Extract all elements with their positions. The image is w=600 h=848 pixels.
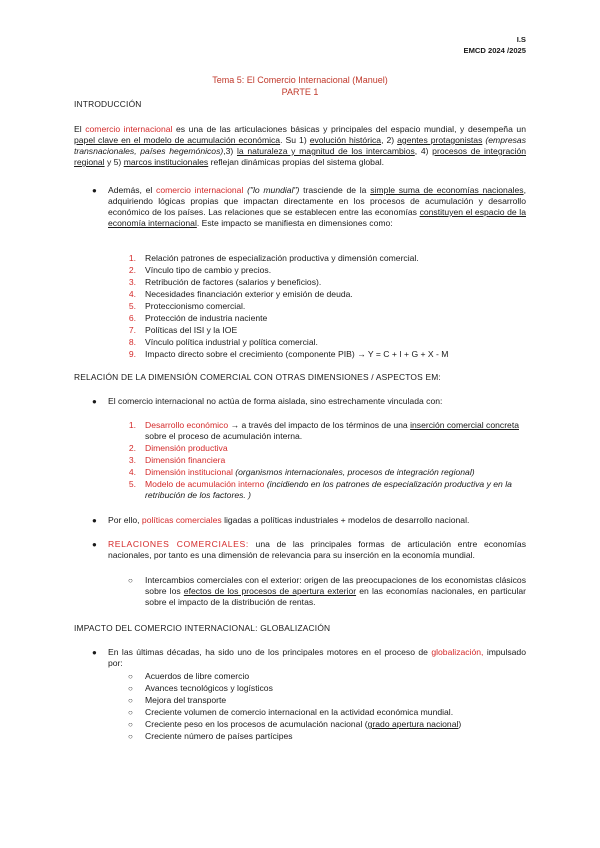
bullet-icon: ● [92,540,97,549]
list-item: Mejora del transporte [145,695,227,705]
list-item: Creciente número de países partícipes [145,731,293,741]
bullet-relaciones-comerciales: RELACIONES COMERCIALES: una de las principales formas de articulación entre economías nacionales, por tanto es una dimensión de relevancia para su inserción en la economía mundial. [108,539,526,560]
list-number: 7. [128,325,136,335]
list-item: Relación patrones de especialización productiva y dimensión comercial. [145,253,419,263]
list-number: 3. [128,277,136,287]
bullet-icon: ● [92,397,97,406]
bullet-icon: ● [92,186,97,195]
list-item: Creciente volumen de comercio internacional en la actividad económica mundial. [145,707,454,717]
section-heading-impacto: IMPACTO DEL COMERCIO INTERNACIONAL: GLOBALIZACIÓN [74,623,331,633]
circle-bullet-icon: ○ [128,576,133,585]
section-heading-introduccion: INTRODUCCIÓN [74,99,142,109]
list-item: Protección de industria naciente [145,313,268,323]
list-number: 9. [128,349,136,359]
circle-bullet-icon: ○ [128,720,133,729]
list-item: Proteccionismo comercial. [145,301,246,311]
circle-bullet-icon: ○ [128,672,133,681]
bullet-globalizacion: En las últimas décadas, ha sido uno de los principales motores en el proceso de globalización, impulsado por: [108,647,526,668]
list-number: 3. [128,455,136,465]
bullet-comercio-internacional: Además, el comercio internacional ("lo mundial") trasciende de la simple suma de economías nacionales, adquiriendo lógicas propias que impactan directamente en los procesos de acumulación y desarrollo económico de los países. Las relaciones que se establecen entre las economías constituyen el espacio de la economía internacional. Este impacto se manifiesta en dimensiones como: [108,185,526,228]
list-number: 1. [128,420,136,430]
list-item: Vínculo tipo de cambio y precios. [145,265,272,275]
list-item: Creciente peso en los procesos de acumulación nacional (grado apertura nacional) [145,719,462,729]
list-item: Impacto directo sobre el crecimiento (componente PIB) → Y = C + I + G + X - M [145,349,449,359]
list-item-productiva: Dimensión productiva [145,443,228,453]
list-number: 8. [128,337,136,347]
list-item-institucional: Dimensión institucional (organismos internacionales, procesos de integración regional) [145,467,475,477]
list-number: 5. [128,301,136,311]
list-number: 5. [128,479,136,489]
header-initials: I.S [516,35,526,44]
sub-bullet-intercambios: Intercambios comerciales con el exterior: origen de las preocupaciones de los economistas clásicos sobre los efectos de los procesos de apertura exterior en las economías nacionales, en particular sobre el impacto de la distribución de rentas. [145,575,526,607]
section-heading-relacion: RELACIÓN DE LA DIMENSIÓN COMERCIAL CON OTRAS DIMENSIONES / ASPECTOS EM: [74,372,441,382]
list-item: Necesidades financiación exterior y emisión de deuda. [145,289,353,299]
list-number: 4. [128,289,136,299]
bullet-politicas-comerciales: Por ello, políticas comerciales ligadas a políticas industriales + modelos de desarrollo nacional. [108,515,470,525]
list-number: 6. [128,313,136,323]
intro-paragraph: El comercio internacional es una de las articulaciones básicas y principales del espacio mundial, y desempeña un papel clave en el modelo de acumulación económica. Su 1) evolución histórica, 2) agentes protagonistas (empresas transnacionales, países hegemónicos),3) la naturaleza y magnitud de los intercambios, 4) procesos de integración regional y 5) marcos institucionales reflejan dinámicas propias del sistema global. [74,124,527,167]
document-title: Tema 5: El Comercio Internacional (Manuel) [212,75,388,85]
list-item-modelo-acumulacion: Modelo de acumulación interno (incidiendo en los patrones de especialización productiva y en la retribución de los factores. ) [145,479,512,500]
bullet-no-aislada: El comercio internacional no actúa de forma aislada, sino estrechamente vinculada con: [108,396,443,406]
list-number: 1. [128,253,136,263]
list-item: Acuerdos de libre comercio [145,671,250,681]
list-number: 4. [128,467,136,477]
list-item: Avances tecnológicos y logísticos [145,683,273,693]
list-item-financiera: Dimensión financiera [145,455,226,465]
bullet-icon: ● [92,516,97,525]
list-number: 2. [128,443,136,453]
list-number: 2. [128,265,136,275]
circle-bullet-icon: ○ [128,684,133,693]
list-item: Políticas del ISI y la IOE [145,325,238,335]
circle-bullet-icon: ○ [128,732,133,741]
page-header [464,34,526,56]
circle-bullet-icon: ○ [128,696,133,705]
circle-bullet-icon: ○ [128,708,133,717]
list-item: Vínculo política industrial y política comercial. [145,337,318,347]
list-item: Retribución de factores (salarios y beneficios). [145,277,322,287]
header-course: EMCD 2024 /2025 [463,46,526,55]
list-item-desarrollo: Desarrollo económico → a través del impacto de los términos de una inserción comercial concreta sobre el proceso de acumulación interna. [145,420,520,441]
document-subtitle: PARTE 1 [281,87,319,97]
bullet-icon: ● [92,648,97,657]
